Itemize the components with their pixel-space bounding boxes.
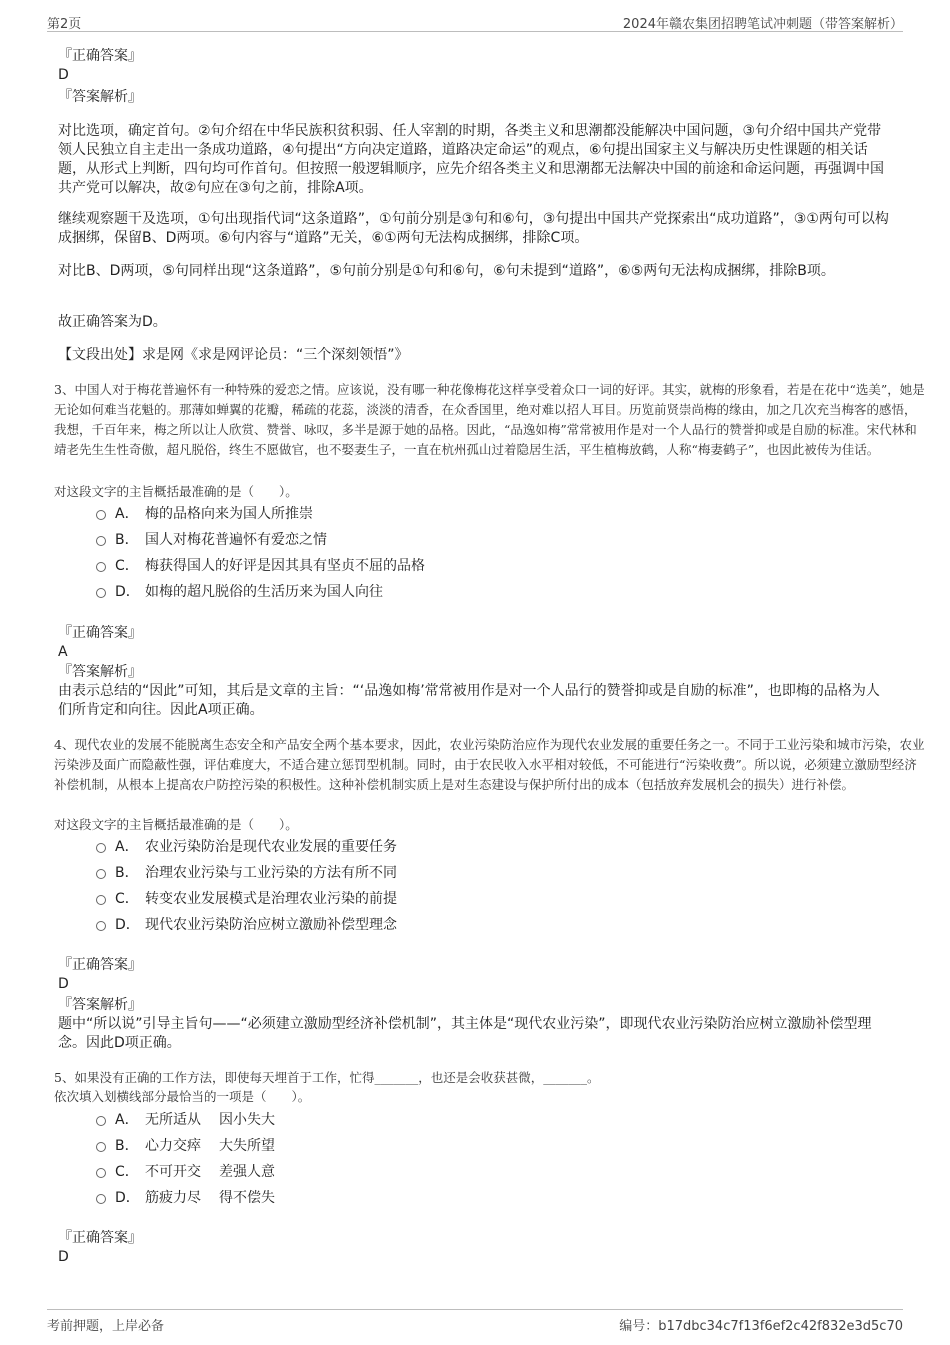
footer-slogan: 考前押题，上岸必备	[47, 1319, 165, 1334]
q3-option-b[interactable]: B． 国人对梅花普遍怀有爱恋之情	[96, 529, 327, 551]
q3-analysis: 由表示总结的“因此”可知，其后是文章的主旨：“‘品逸如梅’常常被用作是对一个人品行的赞誉抑或是自励的标准”，也即梅的品格为人们所肯定和向往。因此A项正确。	[58, 683, 880, 718]
q3-ask: 对这段文字的主旨概括最准确的是（ ）。	[54, 484, 298, 499]
q4-ask: 对这段文字的主旨概括最准确的是（ ）。	[54, 817, 298, 832]
q4-option-b[interactable]: B． 治理农业污染与工业污染的方法有所不同	[96, 862, 397, 884]
q4-option-c[interactable]: C． 转变农业发展模式是治理农业污染的前提	[96, 888, 397, 910]
radio-icon[interactable]	[96, 510, 106, 520]
q5-option-b[interactable]: B． 心力交瘁 大失所望	[96, 1135, 275, 1157]
q2-analysis-p3: 对比B、D两项，⑤句同样出现“这条道路”，⑤句前分别是①句和⑥句，⑥句未提到“道路”，⑥⑤两句无法构成捆绑，排除B项。	[58, 263, 835, 279]
radio-icon[interactable]	[96, 1142, 106, 1152]
q5-option-a[interactable]: A． 无所适从 因小失大	[96, 1109, 275, 1131]
q5-stem: 5、如果没有正确的工作方法，即使每天埋首于工作，忙得_______，也还是会收获甚微，_______。	[54, 1070, 600, 1085]
q2-answer-label: 『正确答案』	[58, 48, 142, 64]
radio-icon[interactable]	[96, 1116, 106, 1126]
document-title: 2024年赣农集团招聘笔试冲刺题（带答案解析）	[622, 17, 903, 32]
q4-option-d[interactable]: D． 现代农业污染防治应树立激励补偿型理念	[96, 914, 397, 936]
q3-answer: A	[58, 644, 68, 660]
q2-analysis-p1: 对比选项，确定首句。②句介绍在中华民族积贫积弱、任人宰割的时期，各类主义和思潮都没能解决中国问题，③句介绍中国共产党带领人民独立自主走出一条成功道路，④句提出“方向决定道路，道路决定命运”的观点，⑥句提出国家主义与解决历史性课题的相关话题，从形式上判断，四句均可作首句。但按照一般逻辑顺序，应先介绍各类主义和思潮都无法解决中国的前途和命运问题，再强调中国共产党可以解决，故②句应在③句之前，排除A项。	[58, 123, 884, 196]
radio-icon[interactable]	[96, 895, 106, 905]
page-header	[47, 10, 903, 32]
q4-answer-label: 『正确答案』	[58, 957, 142, 973]
radio-icon[interactable]	[96, 536, 106, 546]
radio-icon[interactable]	[96, 562, 106, 572]
q2-source: 【文段出处】求是网《求是网评论员：“三个深刻领悟”》	[58, 347, 409, 363]
q5-option-d[interactable]: D． 筋疲力尽 得不偿失	[96, 1187, 275, 1209]
q3-analysis-label: 『答案解析』	[58, 664, 142, 680]
radio-icon[interactable]	[96, 588, 106, 598]
q4-stem: 4、现代农业的发展不能脱离生态安全和产品安全两个基本要求，因此，农业污染防治应作为现代农业发展的重要任务之一。不同于工业污染和城市污染，农业污染涉及面广而隐蔽性强，评估难度大，不适合建立惩罚型机制。同时，由于农民收入水平相对较低，不可能进行“污染收费”。所以说，必须建立激励型经济补偿机制，从根本上提高农户防控污染的积极性。这种补偿机制实质上是对生态建设与保护所付出的成本（包括放弃发展机会的损失）进行补偿。	[54, 737, 925, 792]
q4-analysis-label: 『答案解析』	[58, 997, 142, 1013]
q3-answer-label: 『正确答案』	[58, 625, 142, 641]
q3-option-a[interactable]: A． 梅的品格向来为国人所推崇	[96, 503, 313, 525]
q3-stem: 3、中国人对于梅花普遍怀有一种特殊的爱恋之情。应该说，没有哪一种花像梅花这样享受着众口一词的好评。其实，就梅的形象看，若是在花中“选美”，她是无论如何难当花魁的。那薄如蝉翼的花瓣，稀疏的花蕊，淡淡的清香，在众香国里，绝对难以招人耳目。历览前贤崇尚梅的缘由，加之几次充当梅客的感悟，我想，千百年来，梅之所以让人欣赏、赞誉、咏叹，多半是源于她的品格。因此，“品逸如梅”常常被用作是对一个人品行的赞誉抑或是自励的标准。宋代林和靖老先生生性奇傲，超凡脱俗，终生不愿做官，也不娶妻生子，一直在杭州孤山过着隐居生活，平生植梅放鹤，人称“梅妻鹤子”，也因此被传为佳话。	[54, 382, 925, 457]
q3-option-c[interactable]: C． 梅获得国人的好评是因其具有坚贞不屈的品格	[96, 555, 425, 577]
radio-icon[interactable]	[96, 1194, 106, 1204]
q3-option-d[interactable]: D． 如梅的超凡脱俗的生活历来为国人向往	[96, 581, 383, 603]
radio-icon[interactable]	[96, 869, 106, 879]
q2-analysis-label: 『答案解析』	[58, 89, 142, 105]
q2-analysis-p2: 继续观察题干及选项，①句出现指代词“这条道路”，①句前分别是③句和⑥句，③句提出中国共产党探索出“成功道路”，③①两句可以构成捆绑，保留B、D两项。⑥句内容与“道路”无关，⑥①两句无法构成捆绑，排除C项。	[58, 211, 889, 246]
q5-option-c[interactable]: C． 不可开交 差强人意	[96, 1161, 275, 1183]
q4-answer: D	[58, 976, 69, 992]
page-number: 第2页	[47, 17, 82, 32]
q4-option-a[interactable]: A． 农业污染防治是现代农业发展的重要任务	[96, 836, 397, 858]
radio-icon[interactable]	[96, 1168, 106, 1178]
q5-answer: D	[58, 1249, 69, 1265]
radio-icon[interactable]	[96, 843, 106, 853]
q2-answer: D	[58, 67, 69, 83]
radio-icon[interactable]	[96, 921, 106, 931]
q5-ask: 依次填入划横线部分最恰当的一项是（ ）。	[54, 1089, 311, 1104]
page-footer	[47, 1309, 903, 1334]
q2-analysis-p4: 故正确答案为D。	[58, 314, 167, 330]
q4-analysis: 题中“所以说”引导主旨句——“必须建立激励型经济补偿机制”，其主体是“现代农业污染”，即现代农业污染防治应树立激励补偿型理念。因此D项正确。	[58, 1016, 872, 1051]
document-code: 编号：b17dbc34c7f13f6ef2c42f832e3d5c70	[619, 1319, 903, 1334]
q5-answer-label: 『正确答案』	[58, 1230, 142, 1246]
